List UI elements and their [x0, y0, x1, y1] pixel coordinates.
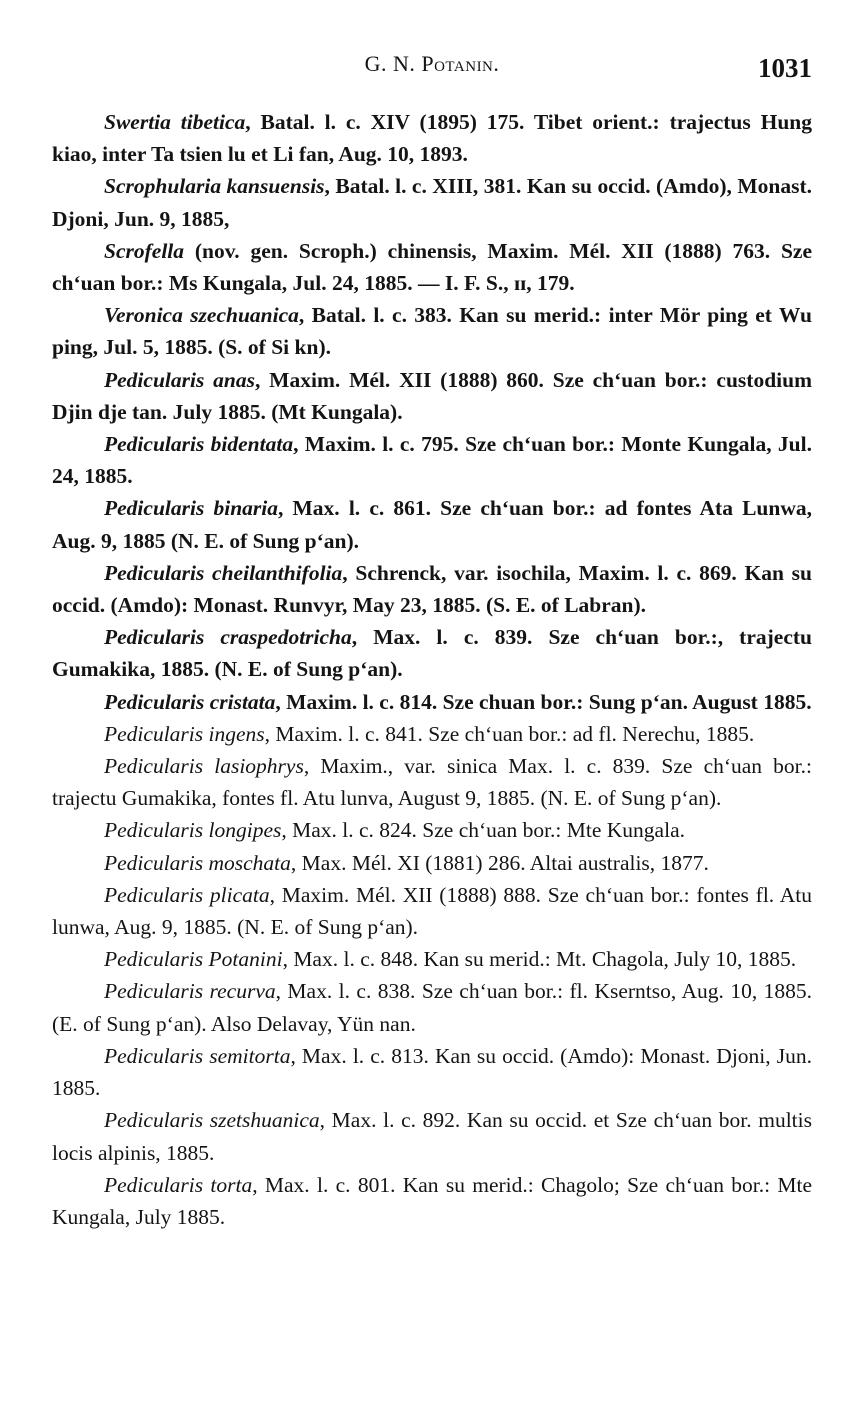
entry-details: , Max. Mél. XI (1881) 286. Altai australis, 1877. — [290, 850, 709, 875]
entry-pedicularis-cristata — [52, 686, 812, 718]
entry-details: , Max. l. c. 838. Sze chʻuan bor.: fl. Kserntso, Aug. 10, 1885. (E. of Sung pʻan). Also Delavay, Yün nan. — [52, 979, 812, 1036]
species-name: Pedicularis recurva — [104, 979, 276, 1004]
species-name: Pedicularis longipes — [104, 818, 282, 843]
species-name: Pedicularis Potanini — [104, 947, 283, 972]
entry-pedicularis-cheilanthifolia — [52, 557, 812, 621]
entry-details: (nov. gen. Scroph.) chinensis, Maxim. Mél. XII (1888) 763. Sze chʻuan bor.: Ms Kungala, Jul. 24, 1885. — I. F. S., ɪɪ, 179. — [52, 238, 812, 296]
species-name: Pedicularis szetshuanica — [104, 1108, 320, 1133]
entry-details: , Schrenck, var. isochila, Maxim. l. c. 869. Kan su occid. (Amdo): Monast. Runvyr, May 23, 1885. (S. E. of Labran). — [52, 560, 812, 618]
entry-pedicularis-lasiophrys — [52, 750, 812, 814]
entry-details: , Maxim., var. sinica Max. l. c. 839. Sze chʻuan bor.: trajectu Gumakika, fontes fl. Atu lunva, August 9, 1885. (N. E. of Sung pʻan). — [52, 754, 812, 811]
entry-pedicularis-recurva — [52, 975, 812, 1039]
species-name: Pedicularis ingens — [104, 721, 265, 746]
entry-swertia-tibetica — [52, 106, 812, 170]
species-name: Pedicularis bidentata — [104, 432, 294, 457]
entry-details: , Maxim. Mél. XII (1888) 888. Sze chʻuan bor.: fontes fl. Atu lunwa, Aug. 9, 1885. (N. E. of Sung pʻan). — [52, 882, 812, 940]
running-head: G. N. Potanin. — [364, 51, 500, 76]
entry-details: , Max. l. c. 839. Sze chʻuan bor.:, trajectu Gumakika, 1885. (N. E. of Sung pʻan). — [52, 625, 812, 682]
species-name: Pedicularis cheilanthifolia — [104, 560, 343, 585]
entry-details: , Max. l. c. 861. Sze chʻuan bor.: ad fontes Ata Lunwa, Aug. 9, 1885 (N. E. of Sung pʻan). — [52, 496, 812, 553]
species-name: Pedicularis cristata — [104, 689, 276, 714]
entry-pedicularis-anas — [52, 364, 812, 428]
entry-details: , Maxim. l. c. 841. Sze chʻuan bor.: ad fl. Nerechu, 1885. — [264, 721, 755, 746]
species-name: Scrofella — [104, 238, 185, 263]
entry-details: , Max. l. c. 848. Kan su merid.: Mt. Chagola, July 10, 1885. — [282, 947, 797, 972]
entry-veronica-szechuanica — [52, 299, 812, 363]
entry-pedicularis-bidentata — [52, 428, 812, 492]
page-header — [52, 45, 812, 85]
entry-details: , Batal. l. c. XIII, 381. Kan su occid. (Amdo), Monast. Djoni, Jun. 9, 1885, — [52, 174, 812, 231]
entry-details: , Maxim. l. c. 814. Sze chuan bor.: Sung pʻan. August 1885. — [275, 689, 812, 714]
entry-pedicularis-longipes — [52, 814, 812, 846]
species-name: Scrophularia kansuensis — [104, 174, 325, 199]
entry-scrophularia-kansuensis — [52, 170, 812, 234]
species-name: Pedicularis moschata — [104, 850, 291, 875]
entry-pedicularis-ingens — [52, 718, 812, 750]
species-name: Pedicularis binaria — [104, 496, 278, 521]
entry-details: , Max. l. c. 801. Kan su merid.: Chagolo; Sze chʻuan bor.: Mte Kungala, July 1885. — [52, 1172, 813, 1229]
entry-details: , Max. l. c. 892. Kan su occid. et Sze chʻuan bor. multis locis alpinis, 1885. — [52, 1108, 812, 1165]
entry-pedicularis-torta — [52, 1169, 812, 1233]
entry-details: , Batal. l. c. XIV (1895) 175. Tibet orient.: trajectus Hung kiao, inter Ta tsien lu et Li fan, Aug. 10, 1893. — [52, 110, 812, 167]
species-name: Pedicularis anas — [104, 367, 255, 392]
entry-pedicularis-craspedotricha — [52, 621, 812, 685]
entry-pedicularis-plicata — [52, 879, 812, 943]
entry-details: , Batal. l. c. 383. Kan su merid.: inter Mör ping et Wu ping, Jul. 5, 1885. (S. of Si kn). — [52, 303, 812, 360]
species-name: Pedicularis torta — [104, 1172, 253, 1197]
entry-list — [52, 106, 812, 1233]
entry-pedicularis-potanini — [52, 943, 812, 975]
species-name: Swertia tibetica — [104, 110, 246, 134]
entry-details: , Max. l. c. 824. Sze chʻuan bor.: Mte Kungala. — [281, 818, 685, 843]
entry-details: , Maxim. Mél. XII (1888) 860. Sze chʻuan bor.: custodium Djin dje tan. July 1885. (Mt Kungala). — [52, 367, 812, 424]
entry-pedicularis-szetshuanica — [52, 1104, 812, 1168]
entry-pedicularis-semitorta — [52, 1040, 812, 1104]
species-name: Pedicularis lasiophrys — [104, 754, 304, 779]
entry-details: , Maxim. l. c. 795. Sze chʻuan bor.: Monte Kungala, Jul. 24, 1885. — [52, 432, 812, 489]
species-name: Veronica szechuanica — [104, 303, 299, 328]
species-name: Pedicularis semitorta — [104, 1043, 291, 1068]
page-number: 1031 — [758, 53, 812, 83]
species-name: Pedicularis plicata — [104, 882, 270, 907]
entry-details: , Max. l. c. 813. Kan su occid. (Amdo): Monast. Djoni, Jun. 1885. — [52, 1043, 812, 1101]
entry-pedicularis-moschata — [52, 847, 812, 879]
species-name: Pedicularis craspedotricha — [104, 625, 352, 650]
entry-pedicularis-binaria — [52, 492, 812, 556]
entry-scrofella-chinensis — [52, 235, 812, 299]
